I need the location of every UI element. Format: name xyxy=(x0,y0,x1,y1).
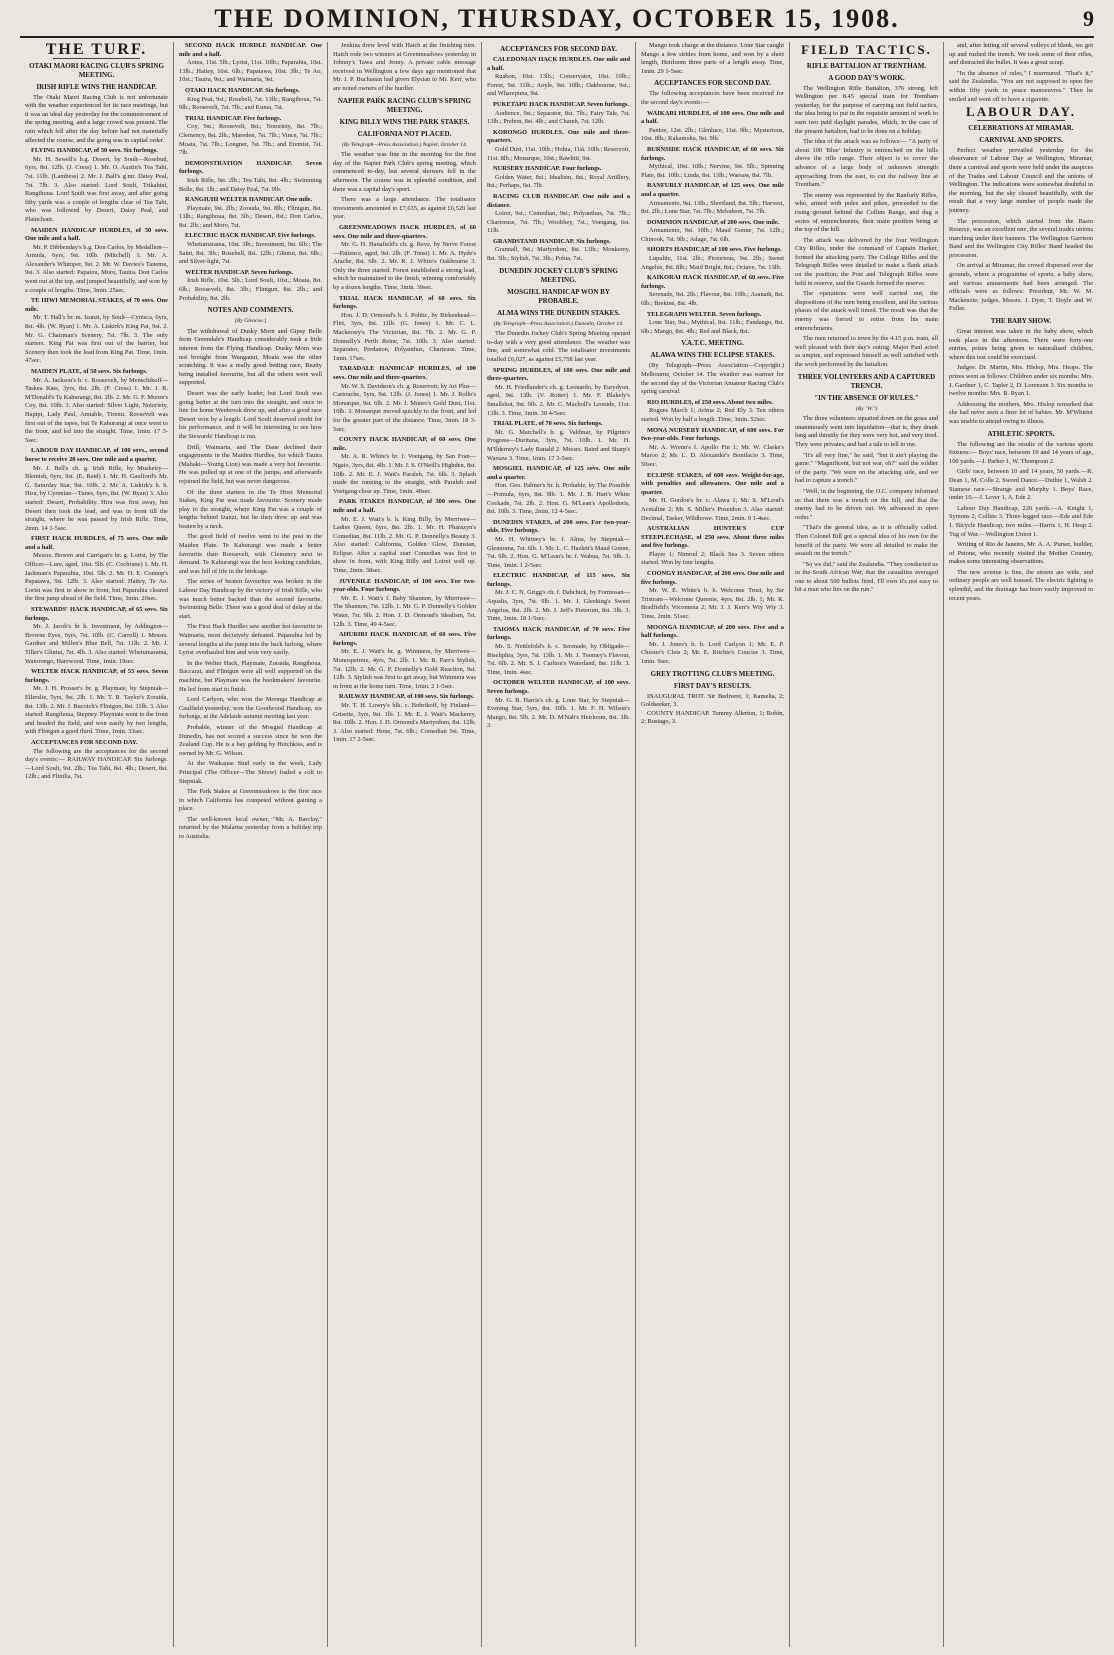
article-heading: V.A.T.C. MEETING. xyxy=(681,339,744,348)
article-body: The following are the results of the various sports fixtures:— Boys' race, between 10 and 14 years of age, 100 yards.—J. Parker 1, W. Thompson 2. xyxy=(949,440,1093,465)
race-heading: TE HIWI MEMORIAL STAKES, of 70 sovs. One mile. xyxy=(25,297,168,313)
race-results-text: Mr. J. Jones's b. h. Lord Carlyon 1; Mr. E. P. Chester's Cleis 2; Mr. E. Ritchie's Concise 3. Time, 1min. 9sec. xyxy=(641,640,784,665)
race-heading: WELTER HANDICAP. Seven furlongs. xyxy=(185,268,294,276)
race-acceptances-text: Lupulite, 11st. 2lb.; Pictorious, 9st. 2lb.; Sweet Angelus, 8st. 8lb.; Maid Bright, 8st.; Octave, 7st. 13lb. xyxy=(641,255,784,271)
race-results-text: Mr. T. Hall's br. m. Izanzi, by Soult—Cynisca, 6yrs, 8st. 4lb. (W. Ryan) 1. Mr. A. Liskirk's King Pat, 9st. 2. Mr. G. Chairman's Scenery, 7st. 7lb. 3. The only starters. King Pat was first out of the barrier, but Scenery then took the lead from King Pat. Time, 1min. 47sec. xyxy=(25,314,168,365)
article-body: The three volunteers squatted down on the grass and unanimously went into liquidation—that is, they drank long and thirstily for they were very hot, and very tired. They were privates, and had a tale to tell to me. xyxy=(795,415,938,448)
race-heading: GRANDSTAND HANDICAP. Six furlongs. xyxy=(493,237,611,245)
article-continuation: The idea of the attack was as follows:— "A party of about 100 'Blue' Infantry is entrenched on the hills above the rifle range. Their object is to cover the advance of a large body of unknown strength approaching from the east, to cut the railway line at Trentham." xyxy=(795,138,938,189)
article-heading: NOTES AND COMMENTS. xyxy=(207,306,294,315)
article-heading: GREY TROTTING CLUB'S MEETING. xyxy=(650,669,775,678)
race-heading: NURSERY HANDICAP. Four furlongs. xyxy=(493,165,602,173)
article-continuation: Jenkins drew level with Hatch at the finishing turn. Hatch rode two winners at Greenmeadows yesterday in Johnny's Tawa and Jenny. A private cable message received in Wellington a few days ago mentioned that Mr. J. P. Buchanan had given Elysian to Mr. Kerr, who are noted owners of the hurdler. xyxy=(333,42,476,92)
section-rule xyxy=(823,58,910,59)
race-heading: RANGIUHI WELTER HANDICAP. One mile. xyxy=(185,196,313,204)
column-5 xyxy=(636,42,790,1647)
race-acceptances-text: Coy, 9st.; Roosevelt, 8st.; Notoriety, 8st. 7lb.; Clemency, 8st. 2lb.; Mareden, 7st. 7lb.; Vince, 7st. 7lb.; Moata, 7st. 7lb.; Longner, 7st. 7lb.; and Eremisi, 7st. 7lb. xyxy=(179,123,322,157)
race-acceptances-text: Loiret, 9st.; Comedian, 9st.; Polyanthus, 7st. 7lb.; Chartreuse, 7st. 7lb.; Woolthey, 7st.; Voetgang, 6st. 11lb. xyxy=(487,210,630,235)
article-heading: THE BABY SHOW. xyxy=(990,317,1052,326)
race-heading: ACCEPTANCES FOR SECOND DAY. xyxy=(31,738,138,746)
race-acceptances-text: King Peat, 9st.; Rosebell, 7st. 13lb.; Rangihoua, 7st. 9lb.; Roosevelt, 7st. 7lb.; and Kuma, 7st. xyxy=(179,95,322,112)
race-heading: BURNSIDE HACK HANDICAP, of 60 sovs. Six furlongs. xyxy=(641,145,784,162)
race-results-text: Mr. E. J. Watt's f. Baby Shannon, by Merriwee—The Shannon, 7st. 12lb. 1. Mr. G. P. Donnelly's Golden Water, 7st. 9lb. 2. Hon. J. D. Ormond's Idealism, 7st. 12lb. 3. Time, 49 4-5sec. xyxy=(333,594,476,628)
article-continuation: The procession, which started from the Basin Reserve, was an excellent one, the several trades unions marching under their banners. The Wellington Garrison Band and the Wellington City Rifles' Band headed the procession. On arrival at Miramar, the crowd dispersed over the grounds, where a programme of sports, a baby show, and various amusements had been arranged. The officials were as follows: President, Mr. W. M. Mackenzie; judges, Messrs. J. Dyer, T. Doyle and W. Fuller. xyxy=(949,217,1093,313)
article-subheading: ALAWA WINS THE ECLIPSE STAKES. xyxy=(650,351,775,360)
article-body: Mango took charge at the distance. Lone Star caught Mango a few strides from home, and won by a short length, Heirloom three parts of a length away. Time, 1min. 29 1-5sec. xyxy=(641,42,784,75)
race-results-text: Mr. G. Marchell's b. g. Valdmar, by Pilgrim's Progress—Duritana, 3yrs, 7st. 10lb. 1. Mr. H. M'Ilderney's Lady Ranald 2. Messrs. Baird and Sharp's Warsaw 3. Time, 1min. 17 3-5sec. xyxy=(487,428,630,462)
article-continuation: The attack was delivered by the four Wellington City Rifles, under the command of Captain Harker, formed the attacking party. The College Rifles and the Telegraph Rifles were detailed to make a flank attack on the position; the Post and Telegraph Rifles were held in reserve, and the Guards formed the reserve. The operations were well carried out, the dispositions of the men being excellent, and the various phases of the attack well timed. The result was that the enemy was forced to retire from his main entrenchments. The men returned to town by the 4.15 p.m. train, all well pleased with their day's outing. Major Paul acted as umpire, and expressed himself as well satisfied with the work performed by the battalion. xyxy=(795,236,938,368)
article-subheading: "IN THE ABSENCE OF RULES." xyxy=(814,393,919,402)
race-acceptances-text: Mythical, 10st. 10lb.; Nervine, 9st. 5lb.; Spinning Plate, 8st. 10lb.; Linda, 8st. 13lb.; Warsaw, 8st. 7lb. xyxy=(641,163,784,179)
race-heading: SECOND HACK HURDLE HANDICAP. One mile and a half. xyxy=(179,42,322,58)
article-continuation: There was a large attendance. The totalisator investments amounted to £7,635, as against £6,520 last year. xyxy=(333,196,476,221)
dateline: (By Telegraph—Press Association.) Napier, October 14. xyxy=(341,141,468,148)
article-heading: ACCEPTANCES FOR SECOND DAY. xyxy=(654,79,771,88)
article-body: The withdrawal of Dusky Morn and Gipsy Belle from Greendale's Handicap considerably took a little interest from the Flying Handicap. Dusky Morn was not brought from Wanganui, Moata was the other scratching. It was a really good betting race, Beatty being installed favourite, but all the others were well supported. xyxy=(179,327,322,387)
race-results-text: Player 1; Nimrod 2; Black Sea 3. Seven others started. Won by four lengths. xyxy=(641,550,784,567)
race-results-text: Mr. S. Nettlefold's b. c. Serenade, by Obligado—Biseliphia, 3yrs, 7st. 13lb. 1. Mr. J. Toomey's Flavour, 7st. 6lb. 2. Mr. S. J. Carlton's Waterland, 8st. 11lb. 3. Time, 1min. 4sec. xyxy=(487,643,630,676)
race-results-text: Mr. A. Wrenn's f. Apollo Fin 1; Mr. W. Clarke's Maroo 2; Mr. L. D. Alexander's Bonifacio 3. Time, 50sec. xyxy=(641,443,784,468)
race-results-text: Hon. J. D. Ormond's b. f. Politic, by Birkenhead—Flirt, 3yrs, 8st. 11lb. (G. Jones) 1. Mr. C. L. Mackersey's The Victorian, 8st. 7lb. 2. Mr. G. P. Donnelly's Perth Reine, 7st. 10lb. 3. Also started: Separator, Perdanon, Polyanthus, Charteuse. Time, 1min. 17sec. xyxy=(333,311,476,362)
race-results-text: Mr. E. J. Watt's b. h. King Billy, by Merriwee—Ladies Queen, 6yrs, 8st. 2lb. 1. Mr. H. Pharazyn's Comedian, 8st. 11lb. 2. Mr. G. P. Donnelly's Beauty 3. Also started: California, Golden Glow, Dunstan, Eclipse. After a capital start Comedian was first to show in front, with King Billy and Loiret well up. Time, 2min. 38sec. xyxy=(333,515,476,575)
race-heading: RIO HURDLES, of 250 sovs. About two miles. xyxy=(647,398,774,406)
race-acceptances-text: Lone Star, 9st.; Mythical, 8st. 11lb.; Fandango, 8st. 6lb.; Mango, 8st. 4lb.; Red and Black, 8st. xyxy=(641,319,784,335)
race-heading: JUVENILE HANDICAP, of 100 sovs. For two-year-olds. Four furlongs. xyxy=(333,577,476,594)
race-heading: DUNEDIN STAKES, of 200 sovs. For two-year-olds. Five furlongs. xyxy=(487,518,630,535)
race-acceptances-text: Ruabon, 10st. 13lb.; Conservator, 10st. 10lb.; Forest, 9st. 11lb.; Aoyle, 9st. 10lb.; Oakbourne, 9st.; and Wharepuna, 9st. xyxy=(487,73,630,98)
article-heading: RIFLE BATTALION AT TRENTHAM. xyxy=(806,61,927,70)
page-number: 9 xyxy=(1083,6,1094,31)
race-results-text: Hon. Geo. Palmer's br. h. Probable, by The Possible—Primula, 6yrs, 8st. 9lb. 1. Mr. J. B. Hart's White Cockade, 7st. 2lb. 2. Hon. G. M'Lean's Apollodoris, 8st. 10lb. 3. Time, 2min. 12 4-5sec. xyxy=(487,482,630,516)
masthead xyxy=(20,2,1094,38)
race-heading: AHURIRI HACK HANDICAP, of 60 sovs. Five furlongs. xyxy=(333,631,476,647)
race-heading: RANFURLY HANDICAP, of 125 sovs. One mile and a quarter. xyxy=(641,182,784,198)
race-heading: TELEGRAPH WELTER. Seven furlongs. xyxy=(647,310,762,318)
race-heading: TARADALE HANDICAP HURDLES, of 100 sovs. One mile and three-quarters. xyxy=(333,365,476,381)
race-acceptances-text: Audience, 9st.; Separator, 8st. 7lb.; Fairy Tale, 7st. 13lb.; Prebon, 8st. 4lb.; and Chareh, 7st. 12lb. xyxy=(487,109,630,126)
race-heading: MOSGIEL HANDICAP, of 125 sovs. One mile and a quarter. xyxy=(487,465,630,481)
race-acceptances-text: Armamento, 9st. 13lb.; Shortland, 8st. 5lb.; Harvest, 8st. 2lb.; Lone Star, 7st. 7lb.; Melodeon, 7st. 7lb. xyxy=(641,199,784,216)
race-results-text: Messrs. Bowen and Carrigan's br. g. Lorist, by The Officer—Lure, aged, 10st. 5lb. (C. Cochrane) 1. Mr. H. Jackman's Paparahia, 10st. 5lb. 2. Mr. H. E. Connop's Papatawa, 9st. 12lb. 3. Also started: Hattey, Te Ao. Lorist was first to show in front, but Paparahia cleared the first jump ahead of the field. Time, 3min. 20sec. xyxy=(25,552,168,603)
column-3 xyxy=(328,42,482,1647)
race-results-text: Mr. G. H. Hanafield's ch. g. Reve, by Nerve Forest—Patience, aged, 9st. 2lb. (F. Tonsi) 1. Mr. A. Hyde's Arache, 8st. 6lb. 2. Mr. R. J. White's Oakbourne 3. Only the three started. Forest established a strong lead, which he maintained to the finish, winning comfortably by a dozen lengths. Time, 3min. 39sec. xyxy=(333,241,476,292)
race-result: INAUGURAL TROT. Sir Bedivere, 1; Kamelia, 2; Goldseeker, 3. xyxy=(641,692,784,709)
article-body-text: The following acceptances have been received for the second day's events:— xyxy=(641,90,784,106)
race-heading: AUSTRALIAN HUNTER'S CUP STEEPLECHASE, of 250 sovs. About three miles and five furlongs. xyxy=(641,525,784,550)
race-results-text: Mr. J. C. N. Grigg's ch. f. Dabchick, by Formosan—Aqualis, 3yrs, 7st. 9lb. 1. Mr. J. Gleeking's Sweet Angelus, 8st. 2lb. 2. Mr. J. Jeff's Pieterum, 8st. 3lb. 3. Time, 1min. 18 1-5sec. xyxy=(487,589,630,623)
article-body: Perfect weather prevailed yesterday for the observance of Labour Day at Wellington, Miramar, there a carnival and sports were held under the auspices of the Trades and Labour Council and the unions of Wellington. The indications were somewhat doubtful in the morning, but the sky cleared beautifully, with the result that a very large number of people made the journey. xyxy=(949,146,1093,214)
article-body: Writing of Rio de Janeiro, Mr. A. A. Purser, builder, of Petone, who recently visited the Mother Country, makes some interesting observations. xyxy=(949,541,1093,566)
race-heading: TAIOMA HACK HANDICAP, of 70 sovs. Five furlongs. xyxy=(487,625,630,642)
race-heading: FLYING HANDICAP, of 50 sovs. Six furlongs. xyxy=(31,147,158,155)
race-results-text: Mr. J. Bell's ch. g. Irish Rifle, by Musketry—Blemish, 6yrs, 9st. (E. Reid) 1. Mr. H. Gaulford's Mr. G. Saturday Star, 9st. 10lb. 2. Mr. A. Liskirk's b. h. Hira, by Cyrenian—Tunes, 6yrs, 8st. (W. Ryan) 3. Also started: Desert, Probability. Hira was first away, but Desert then took the lead, and was in front till the straight, where he was passed by Irish Rifle. Time, 2min. 14 1-5sec. xyxy=(25,464,168,532)
dateline: (By Telegraph—Press Association.) Dunedin, October 14. xyxy=(493,320,624,327)
race-heading: MAIDEN PLATE, of 50 sovs. Six furlongs. xyxy=(31,368,148,375)
race-results-text: Mr. E. J. Watt's br. g. Wimmera, by Merriwee—Monospermie, 4yrs, 7st. 2lb. 1. Mr. R. Parr's Stylish, 7st. 12lb. 2. Mr. G. P. Donnelly's Gold Reaction, 9st. 12lb. 3. Stylish was first to get away, but Wimmera was in front at the home turn. Time, 1min. 2 1-5sec. xyxy=(333,648,476,690)
byline: [By Glencoe.] xyxy=(234,318,267,325)
article-heading: CELEBRATIONS AT MIRAMAR. xyxy=(968,123,1074,132)
race-acceptances-text: Golden Water, 8st.; Idealism, 8st.; Royal Artillery, 8st.; Perhaps, 6st. 7lb. xyxy=(487,173,630,190)
section-title-labour-day: LABOUR DAY. xyxy=(966,104,1076,120)
article-body: Great interest was taken in the baby show, which took place in the afternoon. There were forty-one entries, prizes being given to naturalised children, where this test could be exercised. xyxy=(949,328,1093,361)
article-continuation: Judges: Dr. Martin, Mrs. Hislop, Mrs. Heaps. The prizes went as follows: Children under six months: Mrs. J. Gardner 1, C. Tapler 2, D. Lorenzen 3. Six months to twelve months: Mrs. R. Ryan 1. Addressing the mothers, Mrs. Hislop remarked that she had never seen a finer lot of babies. Mr. M'Whirter was unable to attend owing to illness. xyxy=(949,364,1093,425)
race-results-text: Mr. W. S. Davidson's ch. g. Reservoir, by Art Plus—Cartouche, 5yrs, 9st. 12lb. (J. Jones) 1. Mr. J. Rollo's Monarque, 9st. 6lb. 2. Mr. J. Munro's Gold Dust, 11st. 10lb. 3. Monarque moved quickly to the front, and led for the greater part of the distance. Time, 3min. 18 3-5sec. xyxy=(333,382,476,433)
article-subheading: CALIFORNIA NOT PLACED. xyxy=(357,129,452,138)
race-heading: TRIAL HACK HANDICAP, of 60 sovs. Six furlongs. xyxy=(333,294,476,311)
article-heading: OTAKI MAORI RACING CLUB'S SPRING MEETING. xyxy=(29,61,164,79)
article-continuation: Girls' race, between 10 and 14 years, 50 yards.—R. Dean 1, M. Colle 2. Sword Dance.—Duthie 1, Walsh 2. Siamese race.—Strange and Murphy 1. Boys' Race, under 10.—J. Lever 1, A. Ede 2. Labour Day Handicap, 220 yards.—A. Knight 1, Symons 2, Collins 3. Three-legged race.—Ede and Ede 1. Bicycle Handicap, two miles.—Harris 1, H. Heap 2. Tug of War.—Wellington Union 1. xyxy=(949,468,1093,538)
article-subheading: CARNIVAL AND SPORTS. xyxy=(979,135,1063,144)
article-subheading: A GOOD DAY'S WORK. xyxy=(828,73,905,82)
article-subheading: KING BILLY WINS THE PARK STAKES. xyxy=(339,117,470,126)
race-heading: PUKETAPU HACK HANDICAP. Seven furlongs. xyxy=(493,100,629,108)
article-body: and, after letting off several volleys of blank, we got up and rushed the trench. We took some of their rifles, and distracted the bullet. It was a great scrap. xyxy=(949,42,1093,67)
race-heading: KORONGO HURDLES. One mile and three-quarters. xyxy=(487,128,630,145)
race-heading: ELECTRIC HACK HANDICAP. Five furlongs. xyxy=(185,232,316,240)
article-body: The enemy was represented by the Ranfurly Rifles, who, armed with poles and pikes, proceeded to the rising ground behind the Collins Range, and dug a series of entrenchments, their main position being at the top of the hill. xyxy=(795,191,938,234)
race-heading: DEMONSTRATION HANDICAP. Seven furlongs. xyxy=(179,159,322,176)
masthead-title: THE DOMINION, THURSDAY, OCTOBER 15, 1908. xyxy=(214,4,900,33)
race-heading: CALEDONIAN HACK HURDLES. One mile and a half. xyxy=(487,56,630,72)
section-title-turf: THE TURF. xyxy=(45,42,148,58)
article-subheading: ALMA WINS THE DUNEDIN STAKES. xyxy=(497,308,620,317)
race-heading: SHORTS HANDICAP, of 100 sovs. Five furlongs. xyxy=(647,246,782,254)
article-body: The weather was fine in the morning for the first day of the Napier Park Club's spring meeting, which commenced to-day, but several showers fell in the afternoon. The course was in splendid condition, and there was a capital day's sport. xyxy=(333,151,476,193)
race-results-text: Mr. G. B. Harris's ch. g. Lone Star, by Stepniak—Evening Star, 5yrs, 8st. 10lb. 1. Mr. F. H. Wilson's Mango, 8st. 5lb. 2. Mr. D. M'Nab's Heirloom, 8st. 3lb. 3. xyxy=(487,696,630,730)
race-acceptances-text: Gold Dust, 11st. 10lb.; Hohia, 11st. 10lb.; Reservoir, 11st. 8lb.; Monarque, 10st.; Rawhiti, 9st. xyxy=(487,145,630,162)
article-heading: THREE VOLUNTEERS AND A CAPTURED TRENCH. xyxy=(797,372,936,390)
race-heading: FIRST HACK HURDLES, of 75 sovs. One mile and a half. xyxy=(25,535,168,551)
race-heading: WAIKARI HURDLES, of 100 sovs. One mile and a half. xyxy=(641,109,784,126)
article-body: The Wellington Rifle Battalion, 376 strong, left Wellington per 8.45 special train for Trentham yesterday, for the purpose of carrying out field tactics, the idea being to put in the requisite amount of work to earn two paid daylight parades, which, in the case of the present battalion, had to be done on a holiday. xyxy=(795,84,938,135)
race-heading: RAILWAY HANDICAP, of 100 sovs. Six furlongs. xyxy=(339,693,475,701)
race-results-text: Mr. J. Jacob's br h. Investment, by Addington—Browne Eyes, 6yrs, 7st. 10lb. (C. Carroll) 1. Messrs. Gardner and Millen's Blue Bell, 7st. 11lb. 2. Mr. J. Tiller's Glintui, 7st. 4lb. 3. Also started: Whetumarama, Waiorongo, Harewood. Time, 1min. 19sec. xyxy=(25,623,168,665)
race-acceptances-text: Serenade, 9st. 2lb.; Flavour, 8st. 10lb.; Asanath, 8st. 6lb.; Brekine, 8st. 4lb. xyxy=(641,291,784,308)
race-acceptances-text: Armamento, 9st. 10lb.; Maud Gonne, 7st. 12lb.; Chinook, 7st. 9lb.; Adage, 7st. 6lb. xyxy=(641,227,784,243)
article-continuation: Desert was the early leader, but Lord Soult was going better at the turn into the straight, and once in line for home Wenbrook drew up, and after a good race Desert won by a length. Lord Soult deserved credit for his performance, and it will be interesting to see how the Stewards' Handicap is run. Drill, Waimaria, and The Dane declined their engagements in the Maiden Hurdles, for which Tauira (Mahaki—Young Lion) was made a very hot favourite. He was pulled up at one of the jumps, and afterwards rejoined the field, but was never dangerous. Of the three starters in the Te Hiwi Memorial Stakes, King Pat was made favourite. Scenery made play to the straight, where King Pat was a couple of lengths behind Izanzi, but he then drew up and was beaten by a neck. The good field of twelve went to the post in the Maiden Plate. Te Kahurangi was made a better favourite than Roosevelt, with Clemency next in demand. Te Kahurangi was the best looking candidate, and was full of life in the birdcage. The series of beaten favourites was broken in the Labour Day Handicap by the victory of Irish Rifle, who was much better backed than the second favourite, Swimming Belle. There was a good deal of delay at the start. The First Hack Hurdles saw another hot favourite in Waimaria, most decisively defeated. Paparahia led by several lengths at the jump into the back furlong, where Lyrist overhauled him and won very easily. In the Welter Hack, Playmate, Zoraida, Rangihoua, Baccarat, and Flintgun were all well supported on the machine, but Playmate was the bookmakers' favourite. He led from start to finish. Lord Carlyon, who won the Moonga Handicap at Caulfield yesterday, won the Goodwood Handicap, six furlongs, at the Adelaide autumn meeting last year. Probable, winner of the Mosgiel Handicap at Dunedin, has not scored a success since he won the Zealand Cup. He is a bay gelding by Hotchkiss, and is owned by Mr. G. Wilson. At the Waikanae Stud early in the week, Lady Principal (The Officer—The Shrew) foaled a colt to Stepniak. The Park Stakes at Greenmeadows is the first race in which California has competed without gaining a place. The well-known local owner, "Mr. A. Barclay," returned by the Malarna yesterday from a holiday trip to Australia. xyxy=(179,389,322,841)
columns xyxy=(20,42,1102,1647)
column-1 xyxy=(20,42,174,1647)
race-results-text: Mr. W. E. White's b. h. Welcome Trust, by Sir Tristram—Welcome Queenie, 4yrs, 8st. 2lb. 1; Mr. R. Bradfield's Vocomena 2; Mr. J. J. Kerr's Wiy Wiy 3. Time, 2min. 51sec. xyxy=(641,587,784,621)
race-results-text: Mr. P. Dibbenday's b.g. Don Carlos, by Medallion—Armida, 6yrs, 9st. 10lb. (Mitchell) 1. Mr. A. Alexander's Whimper, 9st. 2. Mr. W. Davies's Tanemu, 9st. 3. Also started: Papaiou, Moro, Tauira. Don Carlos went out at the top, and jumped beautifully, and won by a couple of lengths. Time, 3min. 25sec. xyxy=(25,243,168,294)
race-heading: TRIAL HANDICAP. Five furlongs. xyxy=(185,114,282,122)
article-heading: ACCEPTANCES FOR SECOND DAY. xyxy=(500,45,617,53)
race-results-text: The following are the acceptances for the second day's events:— RAILWAY HANDICAP. Six furlongs.—Lord Soult, 9st. 2lb.; Tea Tahi, 8st. 4lb.; Desert, 8st. 12lb.; and Flintlia, 7st. xyxy=(25,747,168,781)
race-heading: MAIDEN HANDICAP HURDLES, of 50 sovs. One mile and a half. xyxy=(25,226,168,243)
race-results-text: Rogues March 1; Arima 2; Red Ely 3. Ten others started. Won by half a length. Time, 3min. 52sec. xyxy=(641,407,784,423)
race-heading: ELECTRIC HANDICAP, of 115 sovs. Six furlongs. xyxy=(487,572,630,588)
race-heading: STEWARDS' HACK HANDICAP, of 65 sovs. Six furlongs. xyxy=(25,606,168,622)
article-heading: ATHLETIC SPORTS. xyxy=(987,429,1055,438)
article-body-text: (By Telegraph—Press Association—Copyright.) Melbourne, October 14. The weather was warmer for the second day of the Victorian Amateur Racing Club's spring carnival. xyxy=(641,362,784,396)
section-rule xyxy=(977,120,1065,121)
race-heading: LABOUR DAY HANDICAP, of 100 sovs., second horse to receive 20 sovs. One mile and a quarter. xyxy=(25,447,168,463)
race-heading: OTAKI HACK HANDICAP. Six furlongs. xyxy=(185,86,300,94)
article-heading: NAPIER PARK RACING CLUB'S SPRING MEETING. xyxy=(337,96,472,114)
race-results-text: Mr. J. H. Prosser's br. g. Playmate, by Stepniak—Ellerslie, 5yrs, 9st. 2lb. 1. Mr. T. R. Taylor's Zoraida, 8st. 13lb. 2. Mr. J. Bucoich's Flintgun, 8st. 11lb. 3. Also started: Rangihoua, Stepney. Playmate went to the front and headed the field, and won easily by two lengths, with Flintgun a good third. Time, 1min. 33sec. xyxy=(25,685,168,736)
race-acceptances-text: Playmate, 9st. 2lb.; Zoraida, 9st. 8lb.; Flintgun, 8st. 13lb.; Rangihoua, 8st. 3lb.; Desert, 8st.; Don Carlos, 8st. 2lb.; and Moro, 7st. xyxy=(179,204,322,229)
race-heading: OCTOBER WELTER HANDICAP, of 100 sovs. Seven furlongs. xyxy=(487,679,630,695)
column-2 xyxy=(174,42,328,1647)
race-heading: COUNTY HACK HANDICAP, of 60 sovs. One mile. xyxy=(333,436,476,452)
race-acceptances-text: Irish Rifle, 9st. 2lb.; Tea Tahi, 8st. 4lb.; Swimming Belle, 8st. 1lb.; and Daisy Peal, 7st. 9lb. xyxy=(179,176,322,193)
article-subheading: IRISH RIFLE WINS THE HANDICAP. xyxy=(36,82,157,91)
race-acceptances-text: Pantoe, 12st. 2lb.; Glenluce, 11st. 9lb.; Mysterious, 10st. 8lb.; Kakamoka, 9st. 9lb. xyxy=(641,126,784,143)
race-results-text: Mr. T. H. Lowry's blk. c. Bobrikoff, by Finland—Grisette, 3yrs, 9st. 1lb. 1. Mr. E. J. Watt's Mackerey, 8st. 10lb. 2. Hon. J. D. Ormond's Martyrdom, 8st. 12lb. 3. Also started: Hone, 7st. 6lb.; Comedian 9st. Time, 1min. 17 2-5sec. xyxy=(333,701,476,744)
race-heading: TRIAL PLATE, of 70 sovs. Six furlongs. xyxy=(493,420,603,428)
race-acceptances-text: Whetumarama, 10st. 3lb.; Investment, 9st. 6lb.; The Saint, 8st. 3lb.; Rosebell, 8st. 12lb.; Glintui, 8st. 6lb.; and Silver-light, 7st. xyxy=(179,241,322,266)
race-heading: KAIKORAI HACK HANDICAP, of 60 sovs. Five furlongs. xyxy=(641,274,784,290)
section-title-field-tactics: FIELD TACTICS. xyxy=(801,42,932,57)
race-heading: RACING CLUB HANDICAP. One mile and a distance. xyxy=(487,192,630,209)
column-7 xyxy=(944,42,1098,1647)
article-heading: DUNEDIN JOCKEY CLUB'S SPRING MEETING. xyxy=(499,266,618,284)
article-intro: The Otaki Maori Racing Club is not unfortunate with the weather experienced for its race meetings, but it was an ideal day yesterday for the commencement of the spring meeting, and a large crowd was present. The rain which fell after the day before had not materially affected the course, and the going was in capital order. xyxy=(25,93,168,144)
race-results-text: Mr. H. Friedlander's ch. g. Leonardo, by Eurydyon, aged, 9st. 13lb. (V. Rotter) 1. Mr. F. Blakely's Smallshot, 9st. 9lb. 2. Mr. C. Macholl's Leonide, 11st. 13lb. 3. Time, 3min. 30 4-5sec. xyxy=(487,383,630,417)
race-heading: PARK STAKES HANDICAP, of 300 sovs. One mile and a half. xyxy=(333,498,476,514)
race-heading: DOMINION HANDICAP, of 200 sovs. One mile. xyxy=(647,218,780,226)
race-results-text: Mr. A. R. White's br. f. Voetgang, by San Fran—Ngaio, 3yrs, 8st. 4lb. 1. Mr. J. S. O'Neill's Highden, 8st. 10lb. 2. Mr. E. J. Watt's Paraleh, 7st. 6lb. 3. Splash made the running to the straight, with Paraleh and Voetgang close up. Time, 1min. 48sec. xyxy=(333,453,476,495)
race-results-text: Mr. H. Gordon's br. c. Alawa 1; Mr. S. M'Leod's Acetaline 2; Mr. S. Miller's Poseidon 3. Also started: Decimal, Tasker, Wildhowe. Time, 2min. 9 1-4sec. xyxy=(641,497,784,522)
race-heading: GREENMEADOWS HACK HURDLES, of 60 sovs. One mile and three-quarters. xyxy=(333,223,476,240)
race-results-text: Mr. H. Whitney's br. f. Alma, by Stepniak—Glenuoma, 7st. 6lb. 1. Mr. L. C. Hazlett's Maud Gonne, 7st. 9lb. 2. Hon. G. M'Lean's br. f. Wabua, 7st. 9lb. 3. Time, 1min. 1 2-5sec. xyxy=(487,535,630,569)
race-heading: COONGY HANDICAP, of 200 sovs. One mile and five furlongs. xyxy=(641,570,784,586)
race-results-text: Mr. H. Sewell's b.g. Desert, by Soult—Rosebud, 6yrs, 8st. 12lb. (J. Cress) 1. Mr. O. Austin's Tea Tahi, 7st. 11lb. (Lambess) 2. Mr. J. Balf's g.mr. Daisy Peal, 7st. 7lb. 3. Also started: Lord Soult, Trikahini, Rangihoua. Lord Soult was first away, and after going fifty yards was a couple of lengths clear of Tea Tahi, who was followed by Desert, Daisy Peal, and Plainchant. xyxy=(25,155,168,223)
race-heading: MOONGA HANDICAP, of 200 sovs. Five and a half furlongs. xyxy=(641,623,784,640)
race-heading: SPRING HURDLES, of 100 sovs. One mile and three-quarters. xyxy=(487,366,630,383)
race-heading: WELTER HACK HANDICAP, of 55 sovs. Seven furlongs. xyxy=(25,668,168,684)
race-acceptances-text: Irish Rifle, 10st. 5lb.; Lord Soult, 10st.; Moata, 8st. 6lb.; Roosevelt, 8st. 3lb.; Flintgun, 8st. 2lb.; and Probability, 8st. 2lb. xyxy=(179,277,322,302)
race-heading: ECLIPSE STAKES, of 600 sovs. Weight-for-age, with penalties and allowances. One mile and a quarter. xyxy=(641,471,784,496)
column-4 xyxy=(482,42,636,1647)
race-result: COUNTY HANDICAP. Tommy Allerton, 1; Robin, 2; Rustago, 3. xyxy=(641,709,784,726)
column-6 xyxy=(790,42,944,1647)
race-acceptances-text: Grannall, 9st.; Martyrdom, 8st. 13lb.; Monkerey, 8st. 3lb.; Stylish, 7st. 3lb.; Pobia, 7st. xyxy=(487,246,630,263)
article-subheading: MOSGIEL HANDICAP WON BY PROBABLE. xyxy=(507,287,610,305)
article-body-text: The Dunedin Jockey Club's Spring Meeting opened to-day with a very good attendance. The weather was fine, and somewhat cold. The totalisator investments totalled £6,027, as against £5,758 last year. xyxy=(487,330,630,364)
article-subheading: FIRST DAY'S RESULTS. xyxy=(673,681,752,690)
race-acceptances-text: Aotea, 11st. 5lb.; Lyrist, 11st. 10lb.; Paparahia, 10st. 13lb.; Hattey, 10st. 6lb.; Papatawa, 10st. 3lb.; Te Ao, 10st.; Tauira, 9st.; and Waimaria, 9st. xyxy=(179,59,322,84)
byline: (By "W.") xyxy=(855,405,878,412)
article-continuation: The new avenue is fine, the streets are wide, and ordinary people are well housed. The electric lighting is splendid, and the drainage has been vastly improved in recent years. xyxy=(949,568,1093,602)
article-continuation: "In the absence of rules," I murmured. "That's it," said the Zealandia. "You are not supposed to open fire within fifty yards in peace manoeuvres." Then he smiled and went off to have a cigarette. xyxy=(949,69,1093,103)
race-results-text: Mr. A. Jackson's b. c. Roosevelt, by Menschikoff—Taskea Kate, 3yrs, 8st. 2lb. (F. Cress) 1. Mr. J. R. M'Donald's Te Kahurangi, 8st. 2lb. 2. Mr. G. F. Moore's Coy, 8st. 10lb. 3. Also started: Silver Light, Notoriety, Hapipi, Lady Paul, Amiable, Tiremi. Roosevelt was first out of the tapes, but Te Kahurangi at once went to the front, and led into the straight. Time, 1min. 17 3-5sec. xyxy=(25,376,168,444)
race-heading: MONA NURSERY HANDICAP, of 600 sovs. For two-year-olds. Four furlongs. xyxy=(641,426,784,443)
article-continuation: "It's all very fine," he said, "but it ain't playing the game." "Magnificent, but not war, eh?" said the soldier of the party. "We were on the attacking side, and we had to capture a trench." "Well, in the beginning, the O.C. company informed us that there was a trench on the hill, and that the enemy had to be driven out. We advanced in open order." "That's the general idea, as it is officially called. Then Colonel Bill got a special idea of his own for the benefit of the party. We were all detailed to make the assault on the trench." "So we did," said the Zealandia. "They conducted us in the South African War, that the casualties averaged one to about 500 bullets fired. I'll own it's not easy to hit a man who lies on the run." xyxy=(795,451,938,594)
